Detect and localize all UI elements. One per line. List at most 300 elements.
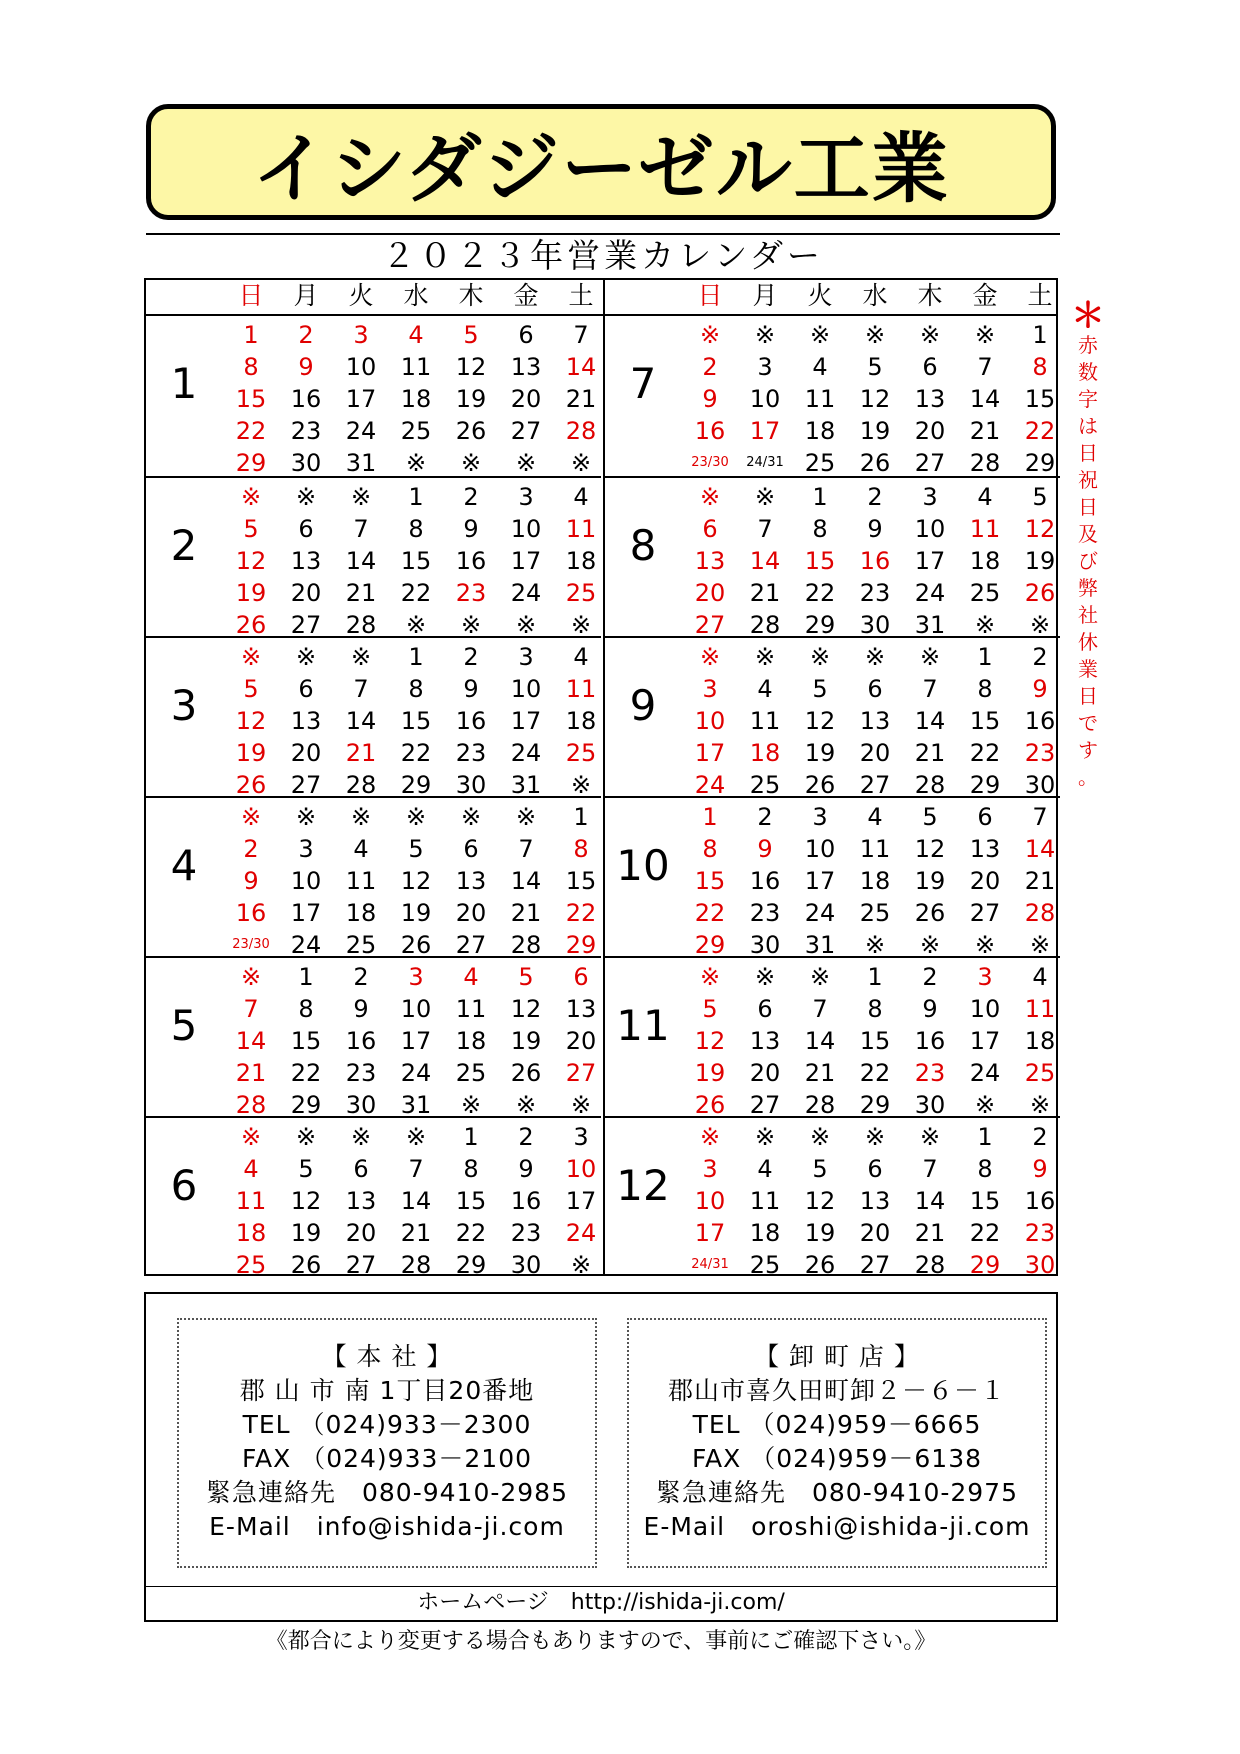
day-cell: 17 — [749, 417, 781, 445]
day-cell: 11 — [565, 515, 597, 543]
day-cell: 25 — [804, 449, 836, 477]
note-char: で — [1078, 711, 1098, 735]
day-cell: 14 — [914, 1187, 946, 1215]
branch-office-heading: 【 卸 町 店 】 — [754, 1342, 920, 1371]
day-cell: ※ — [1029, 611, 1051, 639]
day-cell: 15 — [455, 1187, 487, 1215]
branch-office-fax: FAX （024)959－6138 — [691, 1444, 983, 1473]
day-cell: 3 — [757, 353, 773, 381]
day-cell: 2 — [298, 321, 314, 349]
day-cell: 25 — [565, 739, 597, 767]
day-cell: 22 — [565, 899, 597, 927]
day-cell: 21 — [914, 1219, 946, 1247]
day-cell: 3 — [573, 1123, 589, 1151]
month-block-1 — [146, 316, 601, 476]
month-block-10 — [605, 796, 1060, 959]
day-cell: ※ — [919, 1123, 941, 1151]
day-cell: 14 — [345, 547, 377, 575]
day-cell: 23 — [290, 417, 322, 445]
day-cell: 23 — [859, 579, 891, 607]
month-number: 10 — [616, 841, 670, 890]
day-cell: 10 — [510, 675, 542, 703]
head-office-emergency: 緊急連絡先 080-9410-2985 — [205, 1478, 568, 1507]
day-cell: 9 — [702, 385, 718, 413]
weekday-header-left — [146, 280, 601, 314]
day-cell: 28 — [400, 1251, 432, 1279]
day-cell: 4 — [757, 675, 773, 703]
note-char: 休 — [1078, 630, 1098, 654]
day-cell: ※ — [570, 1251, 592, 1279]
day-cell: 14 — [235, 1027, 267, 1055]
day-cell: 10 — [290, 867, 322, 895]
day-cell: 10 — [400, 995, 432, 1023]
day-cell: 29 — [694, 931, 726, 959]
day-cell: 5 — [518, 963, 534, 991]
day-cell: 19 — [290, 1219, 322, 1247]
day-cell: 11 — [749, 707, 781, 735]
day-cell: 16 — [1024, 1187, 1056, 1215]
day-cell: 12 — [290, 1187, 322, 1215]
day-cell: 28 — [565, 417, 597, 445]
day-cell: 22 — [400, 739, 432, 767]
day-cell: 12 — [804, 1187, 836, 1215]
day-cell: 24 — [345, 417, 377, 445]
note-text — [1070, 332, 1106, 791]
day-cell: 7 — [353, 515, 369, 543]
homepage-link[interactable]: ホームページ http://ishida-ji.com/ — [417, 1590, 785, 1615]
day-cell: 22 — [804, 579, 836, 607]
day-cell: 17 — [694, 1219, 726, 1247]
day-cell: 7 — [922, 675, 938, 703]
day-cell: 6 — [353, 1155, 369, 1183]
day-cell: 18 — [400, 385, 432, 413]
day-cell: 30 — [345, 1091, 377, 1119]
day-cell: 11 — [804, 385, 836, 413]
day-cell: 10 — [694, 707, 726, 735]
day-cell: 4 — [408, 321, 424, 349]
day-cell: ※ — [295, 803, 317, 831]
day-cell: 20 — [914, 417, 946, 445]
day-cell: 19 — [235, 739, 267, 767]
day-cell: 19 — [694, 1059, 726, 1087]
day-cell: 8 — [867, 995, 883, 1023]
day-cell: 25 — [345, 931, 377, 959]
day-cell: 3 — [977, 963, 993, 991]
weekday-label: 金 — [972, 281, 998, 310]
day-cell: 22 — [859, 1059, 891, 1087]
weekday-label: 金 — [513, 281, 539, 310]
day-cell: 21 — [510, 899, 542, 927]
day-cell: 4 — [757, 1155, 773, 1183]
day-cell: 25 — [400, 417, 432, 445]
head-office-tel: TEL （024)933－2300 — [242, 1410, 532, 1439]
day-cell: ※ — [754, 1123, 776, 1151]
day-cell: 22 — [694, 899, 726, 927]
day-cell: 12 — [859, 385, 891, 413]
weekday-label: 日 — [697, 281, 723, 310]
month-number: 6 — [170, 1161, 198, 1210]
day-cell: 26 — [804, 1251, 836, 1279]
day-cell: ※ — [460, 1091, 482, 1119]
day-cell: ※ — [974, 1091, 996, 1119]
weekday-label: 土 — [1027, 281, 1053, 310]
day-cell: 10 — [969, 995, 1001, 1023]
note-char: 日 — [1078, 441, 1098, 465]
day-cell: 9 — [298, 353, 314, 381]
day-cell: 8 — [977, 675, 993, 703]
day-cell: 5 — [702, 995, 718, 1023]
day-cell: ※ — [974, 611, 996, 639]
day-cell: 12 — [804, 707, 836, 735]
weekday-label: 月 — [293, 281, 319, 310]
branch-office-email: E-Mail oroshi@ishida-ji.com — [643, 1512, 1031, 1541]
day-cell: 3 — [812, 803, 828, 831]
day-cell: 21 — [345, 739, 377, 767]
day-cell: 15 — [804, 547, 836, 575]
day-cell: 28 — [510, 931, 542, 959]
day-cell: 31 — [345, 449, 377, 477]
day-cell: 6 — [757, 995, 773, 1023]
day-cell: 9 — [922, 995, 938, 1023]
day-cell: 2 — [353, 963, 369, 991]
day-cell: 4 — [573, 483, 589, 511]
day-cell: ※ — [405, 449, 427, 477]
day-cell: 23 — [914, 1059, 946, 1087]
day-cell: 18 — [565, 707, 597, 735]
day-cell: 12 — [455, 353, 487, 381]
day-cell: 5 — [867, 353, 883, 381]
day-cell: 29 — [969, 1251, 1001, 1279]
day-cell: ※ — [295, 1123, 317, 1151]
day-cell: 9 — [243, 867, 259, 895]
day-cell: 16 — [455, 707, 487, 735]
day-cell: 27 — [859, 1251, 891, 1279]
month-number: 8 — [629, 521, 657, 570]
day-cell: 11 — [235, 1187, 267, 1215]
day-cell: 20 — [565, 1027, 597, 1055]
day-cell: 6 — [298, 675, 314, 703]
day-cell: 13 — [859, 707, 891, 735]
day-cell: 8 — [1032, 353, 1048, 381]
weekday-label: 火 — [807, 281, 833, 310]
day-cell: 14 — [345, 707, 377, 735]
day-cell: ※ — [240, 483, 262, 511]
day-cell: ※ — [809, 321, 831, 349]
day-cell: 3 — [518, 483, 534, 511]
day-cell: 27 — [345, 1251, 377, 1279]
day-cell: 14 — [510, 867, 542, 895]
month-block-11 — [605, 956, 1060, 1119]
weekday-label: 火 — [348, 281, 374, 310]
day-cell: 20 — [290, 579, 322, 607]
day-cell: 18 — [804, 417, 836, 445]
day-cell: 3 — [702, 1155, 718, 1183]
day-cell: 4 — [243, 1155, 259, 1183]
day-cell: 29 — [235, 449, 267, 477]
day-cell: 30 — [859, 611, 891, 639]
day-cell: 4 — [463, 963, 479, 991]
day-cell: 26 — [804, 771, 836, 799]
day-cell: ※ — [754, 643, 776, 671]
day-cell: 16 — [694, 417, 726, 445]
day-cell: 6 — [867, 1155, 883, 1183]
day-cell: 25 — [565, 579, 597, 607]
day-cell: 1 — [408, 483, 424, 511]
day-cell: 14 — [969, 385, 1001, 413]
day-cell: 27 — [969, 899, 1001, 927]
day-cell: 26 — [510, 1059, 542, 1087]
day-cell: 20 — [969, 867, 1001, 895]
day-cell: 29 — [290, 1091, 322, 1119]
day-cell: 9 — [463, 515, 479, 543]
day-cell: 15 — [235, 385, 267, 413]
day-cell: ※ — [699, 643, 721, 671]
month-number: 1 — [170, 359, 198, 408]
day-cell: 13 — [694, 547, 726, 575]
day-cell: 27 — [290, 771, 322, 799]
day-cell: 19 — [804, 1219, 836, 1247]
day-cell: 2 — [702, 353, 718, 381]
day-cell: 19 — [235, 579, 267, 607]
day-cell: 16 — [914, 1027, 946, 1055]
day-cell: 12 — [694, 1027, 726, 1055]
head-office-email: E-Mail info@ishida-ji.com — [209, 1512, 565, 1541]
day-cell: 16 — [290, 385, 322, 413]
month-number: 3 — [170, 681, 198, 730]
day-cell: ※ — [515, 1091, 537, 1119]
day-cell: 5 — [1032, 483, 1048, 511]
day-cell: 9 — [867, 515, 883, 543]
day-cell: 13 — [969, 835, 1001, 863]
day-cell: 12 — [510, 995, 542, 1023]
day-cell: 5 — [243, 675, 259, 703]
day-cell: 20 — [290, 739, 322, 767]
day-cell: 8 — [243, 353, 259, 381]
day-cell: 24 — [510, 579, 542, 607]
day-cell: 12 — [914, 835, 946, 863]
day-cell: 3 — [298, 835, 314, 863]
day-cell: 5 — [812, 675, 828, 703]
day-cell: ※ — [864, 643, 886, 671]
day-cell: 2 — [243, 835, 259, 863]
day-cell: 12 — [235, 547, 267, 575]
day-cell: 25 — [235, 1251, 267, 1279]
day-cell: 12 — [235, 707, 267, 735]
day-cell: ※ — [240, 1123, 262, 1151]
day-cell: 15 — [1024, 385, 1056, 413]
note-char: 及 — [1078, 522, 1098, 546]
day-cell: 16 — [345, 1027, 377, 1055]
day-cell: ※ — [919, 931, 941, 959]
day-cell: 13 — [749, 1027, 781, 1055]
head-office-address: 郡 山 市 南 1丁目20番地 — [239, 1376, 535, 1405]
day-cell: 4 — [867, 803, 883, 831]
day-cell: 30 — [749, 931, 781, 959]
day-cell: ※ — [240, 643, 262, 671]
day-cell: 9 — [463, 675, 479, 703]
note-char: 業 — [1078, 657, 1098, 681]
day-cell: ※ — [974, 321, 996, 349]
day-cell: 13 — [914, 385, 946, 413]
day-cell: 17 — [694, 739, 726, 767]
day-cell: 5 — [408, 835, 424, 863]
day-cell: 25 — [749, 771, 781, 799]
day-cell: 7 — [518, 835, 534, 863]
day-cell: ※ — [699, 1123, 721, 1151]
day-cell: ※ — [515, 803, 537, 831]
day-cell: 14 — [400, 1187, 432, 1215]
day-cell: ※ — [240, 803, 262, 831]
day-cell: 7 — [812, 995, 828, 1023]
day-cell: 31 — [804, 931, 836, 959]
day-cell: 19 — [1024, 547, 1056, 575]
contact-info-box — [144, 1292, 1058, 1622]
day-cell: ※ — [460, 611, 482, 639]
day-cell: 17 — [345, 385, 377, 413]
day-cell: 5 — [243, 515, 259, 543]
head-office-heading: 【 本 社 】 — [321, 1342, 453, 1371]
day-cell: 16 — [235, 899, 267, 927]
day-cell: 18 — [455, 1027, 487, 1055]
day-cell: 15 — [969, 707, 1001, 735]
day-cell: 22 — [235, 417, 267, 445]
branch-office-address: 郡山市喜久田町卸２－６－１ — [667, 1376, 1006, 1405]
day-cell: 16 — [749, 867, 781, 895]
day-cell: 24 — [969, 1059, 1001, 1087]
day-cell: 25 — [859, 899, 891, 927]
day-cell: 24 — [914, 579, 946, 607]
day-cell: 11 — [969, 515, 1001, 543]
day-cell: 11 — [749, 1187, 781, 1215]
note-char: 数 — [1078, 360, 1098, 384]
day-cell: ※ — [460, 803, 482, 831]
day-cell: 27 — [859, 771, 891, 799]
day-cell: 13 — [565, 995, 597, 1023]
day-cell: 21 — [565, 385, 597, 413]
day-cell: 23 — [749, 899, 781, 927]
day-cell: 15 — [400, 547, 432, 575]
day-cell: 17 — [510, 707, 542, 735]
weekday-label: 木 — [917, 281, 943, 310]
day-cell: ※ — [350, 643, 372, 671]
day-cell: ※ — [699, 483, 721, 511]
note-char: 祝 — [1078, 468, 1098, 492]
weekday-label: 日 — [238, 281, 264, 310]
day-cell: 23 — [1024, 739, 1056, 767]
day-cell: 11 — [565, 675, 597, 703]
day-cell: 24 — [694, 771, 726, 799]
day-cell: 1 — [702, 803, 718, 831]
day-cell: 21 — [1024, 867, 1056, 895]
day-cell: 27 — [510, 417, 542, 445]
day-cell: ※ — [809, 1123, 831, 1151]
day-cell: ※ — [1029, 931, 1051, 959]
day-cell: 21 — [345, 579, 377, 607]
day-cell: 10 — [804, 835, 836, 863]
day-cell: 11 — [859, 835, 891, 863]
branch-office-emergency: 緊急連絡先 080-9410-2975 — [655, 1478, 1018, 1507]
day-cell: ※ — [570, 611, 592, 639]
day-cell: 26 — [235, 611, 267, 639]
day-cell: ※ — [405, 611, 427, 639]
day-cell: 31 — [914, 611, 946, 639]
day-cell: 2 — [757, 803, 773, 831]
day-cell: 23 — [455, 739, 487, 767]
day-cell: 31 — [510, 771, 542, 799]
day-cell: 29 — [1024, 449, 1056, 477]
day-cell: 30 — [290, 449, 322, 477]
day-cell: 10 — [694, 1187, 726, 1215]
note-char: び — [1078, 549, 1098, 573]
note-star: ＊ — [1071, 296, 1105, 336]
day-cell: 21 — [749, 579, 781, 607]
day-cell: 19 — [455, 385, 487, 413]
day-cell: 27 — [565, 1059, 597, 1087]
day-cell: 19 — [804, 739, 836, 767]
head-office-card — [177, 1318, 597, 1568]
day-cell: 27 — [749, 1091, 781, 1119]
day-cell: 23/30 — [232, 937, 270, 952]
day-cell: 30 — [914, 1091, 946, 1119]
day-cell: 1 — [573, 803, 589, 831]
note-char: 日 — [1078, 495, 1098, 519]
day-cell: ※ — [754, 963, 776, 991]
day-cell: 17 — [400, 1027, 432, 1055]
day-cell: 29 — [565, 931, 597, 959]
weekday-label: 土 — [568, 281, 594, 310]
day-cell: 20 — [749, 1059, 781, 1087]
day-cell: 20 — [694, 579, 726, 607]
day-cell: 23 — [345, 1059, 377, 1087]
day-cell: 15 — [969, 1187, 1001, 1215]
day-cell: 4 — [812, 353, 828, 381]
day-cell: 15 — [290, 1027, 322, 1055]
day-cell: 14 — [804, 1027, 836, 1055]
day-cell: 1 — [812, 483, 828, 511]
note-char: 弊 — [1078, 576, 1098, 600]
day-cell: 25 — [455, 1059, 487, 1087]
company-title: イシダジーゼル工業 — [252, 123, 950, 213]
day-cell: 20 — [510, 385, 542, 413]
day-cell: 20 — [859, 1219, 891, 1247]
day-cell: 27 — [914, 449, 946, 477]
day-cell: 6 — [977, 803, 993, 831]
day-cell: 21 — [914, 739, 946, 767]
day-cell: 18 — [749, 1219, 781, 1247]
day-cell: ※ — [350, 803, 372, 831]
day-cell: 7 — [243, 995, 259, 1023]
day-cell: 6 — [298, 515, 314, 543]
holiday-note — [1070, 296, 1106, 791]
day-cell: 2 — [463, 643, 479, 671]
day-cell: 11 — [455, 995, 487, 1023]
day-cell: 23 — [1024, 1219, 1056, 1247]
day-cell: 8 — [463, 1155, 479, 1183]
day-cell: 18 — [859, 867, 891, 895]
weekday-label: 木 — [458, 281, 484, 310]
note-char: 社 — [1078, 603, 1098, 627]
day-cell: 1 — [463, 1123, 479, 1151]
day-cell: 6 — [573, 963, 589, 991]
day-cell: 5 — [463, 321, 479, 349]
day-cell: 24 — [510, 739, 542, 767]
day-cell: 18 — [565, 547, 597, 575]
day-cell: 3 — [702, 675, 718, 703]
day-cell: ※ — [570, 1091, 592, 1119]
day-cell: ※ — [570, 449, 592, 477]
day-cell: 30 — [510, 1251, 542, 1279]
day-cell: ※ — [754, 321, 776, 349]
